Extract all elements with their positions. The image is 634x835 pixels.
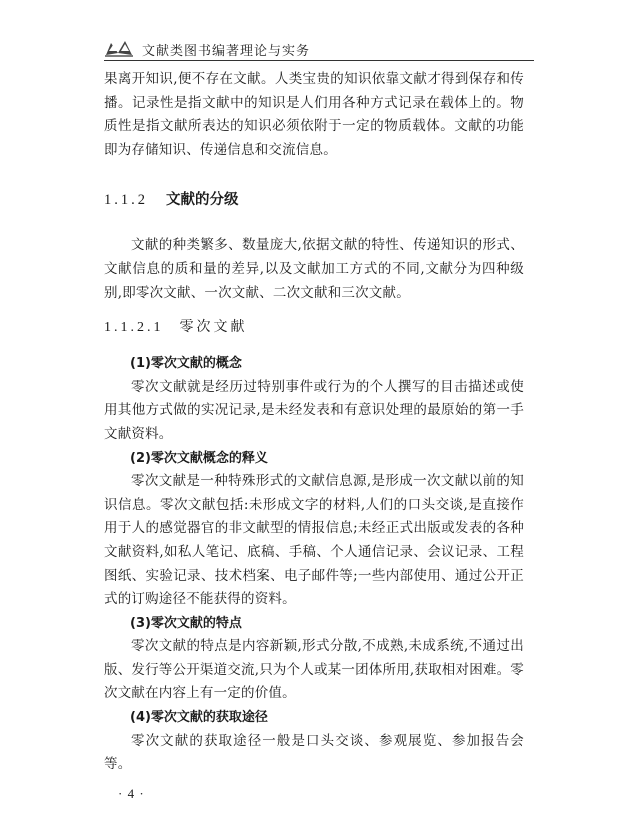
opening-paragraph: 果离开知识,便不存在文献。人类宝贵的知识依靠文献才得到保存和传播。记录性是指文献中的知识是人们用各种方式记录在载体上的。物质性是指文献所表达的知识必须依附于一定的物质载体。文献的功能即为存储知识、传递信息和交流信息。 [104,71,524,158]
section-number: 1.1.2 [104,192,148,209]
item-heading-features: (3)零次文献的特点 [130,615,242,631]
header-rule [104,60,534,61]
item-heading-acquisition: (4)零次文献的获取途径 [130,710,268,726]
item-heading-interpretation: (2)零次文献概念的释义 [130,450,268,466]
subsection-number: 1.1.2.1 [104,320,164,336]
open-book-icon [104,38,134,58]
section-title: 文献的分级 [166,192,239,209]
section-heading [104,188,524,212]
section-intro-paragraph: 文献的种类繁多、数量庞大,依据文献的特性、传递知识的形式、文献信息的质和量的差异,以及文献加工方式的不同,文献分为四种级别,即零次文献、一次文献、二次文献和三次文献。 [104,237,524,301]
page-content [104,68,524,777]
item-text-concept: 零次文献就是经历过特别事件或行为的个人撰写的目击描述或使用其他方式做的实况记录,是未经发表和有意识处理的最原始的第一手文献资料。 [104,378,524,442]
subsection-title: 零次文献 [179,319,248,336]
header-title: 文献类图书编著理论与实务 [142,44,311,59]
item-heading-concept: (1)零次文献的概念 [130,356,242,372]
item-text-features: 零次文献的特点是内容新颖,形式分散,不成熟,未成系统,不通过出版、发行等公开渠道交流,只为个人或某一团体所用,获取相对困难。零次文献在内容上有一定的价值。 [104,638,524,702]
page-number: · 4 · [118,786,145,801]
subsection-heading [104,315,524,340]
item-text-acquisition: 零次文献的获取途径一般是口头交谈、参观展览、参加报告会等。 [104,732,524,773]
running-header [104,36,534,62]
item-text-interpretation: 零次文献是一种特殊形式的文献信息源,是形成一次文献以前的知识信息。零次文献包括:未形成文字的材料,人们的口头交谈,是直接作用于人的感觉器官的非文献型的情报信息;未经正式出版或发表的各种文献资料,如私人笔记、底稿、手稿、个人通信记录、会议记录、工程图纸、实验记录、技术档案、电子邮件等;一些内部使用、通过公开正式的订购途径不能获得的资料。 [104,473,524,608]
